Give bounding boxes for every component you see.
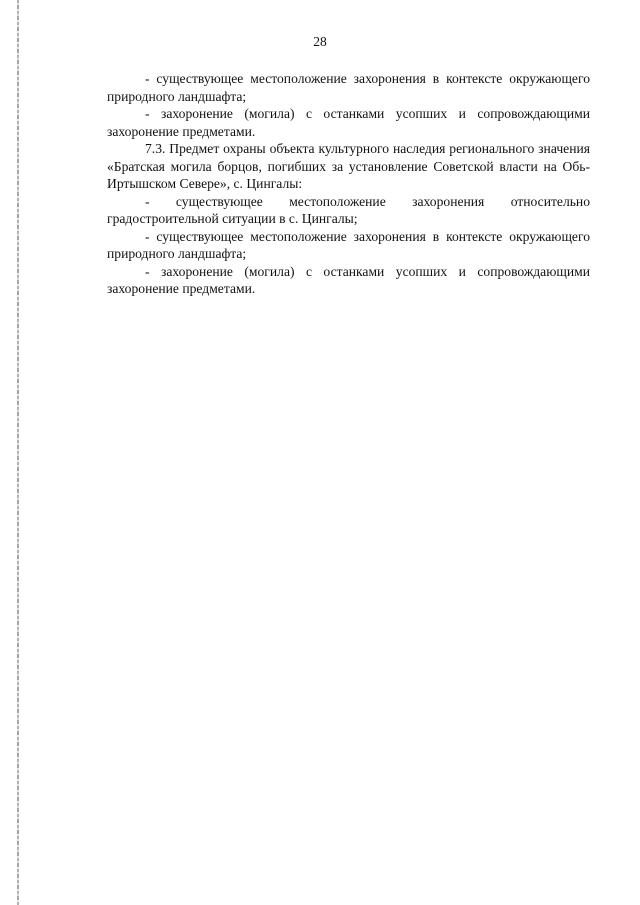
list-item-location-landscape: - существующее местоположение захоронения в контексте окружающего природного ландшафта; <box>107 71 590 104</box>
scan-binding-edge <box>17 0 19 905</box>
list-item-location-landscape-2: - существующее местоположение захоронения в контексте окружающего природного ландшафта; <box>107 228 590 261</box>
list-item-burial-remains: - захоронение (могила) с останками усопших и сопровождающими захоронение предметами. <box>107 106 590 139</box>
document-body <box>107 70 590 298</box>
section-7-3-heading: 7.3. Предмет охраны объекта культурного наследия регионального значения «Братская могила борцов, погибших за установление Советской власти на Обь-Иртышском Севере», с. Цингалы: <box>107 141 590 191</box>
list-item-location-urban: - существующее местоположение захоронения относительно градостроительной ситуации в с. Цингалы; <box>107 193 590 226</box>
page-number: 28 <box>313 34 327 49</box>
list-item-burial-remains-2: - захоронение (могила) с останками усопших и сопровождающими захоронение предметами. <box>107 263 590 296</box>
